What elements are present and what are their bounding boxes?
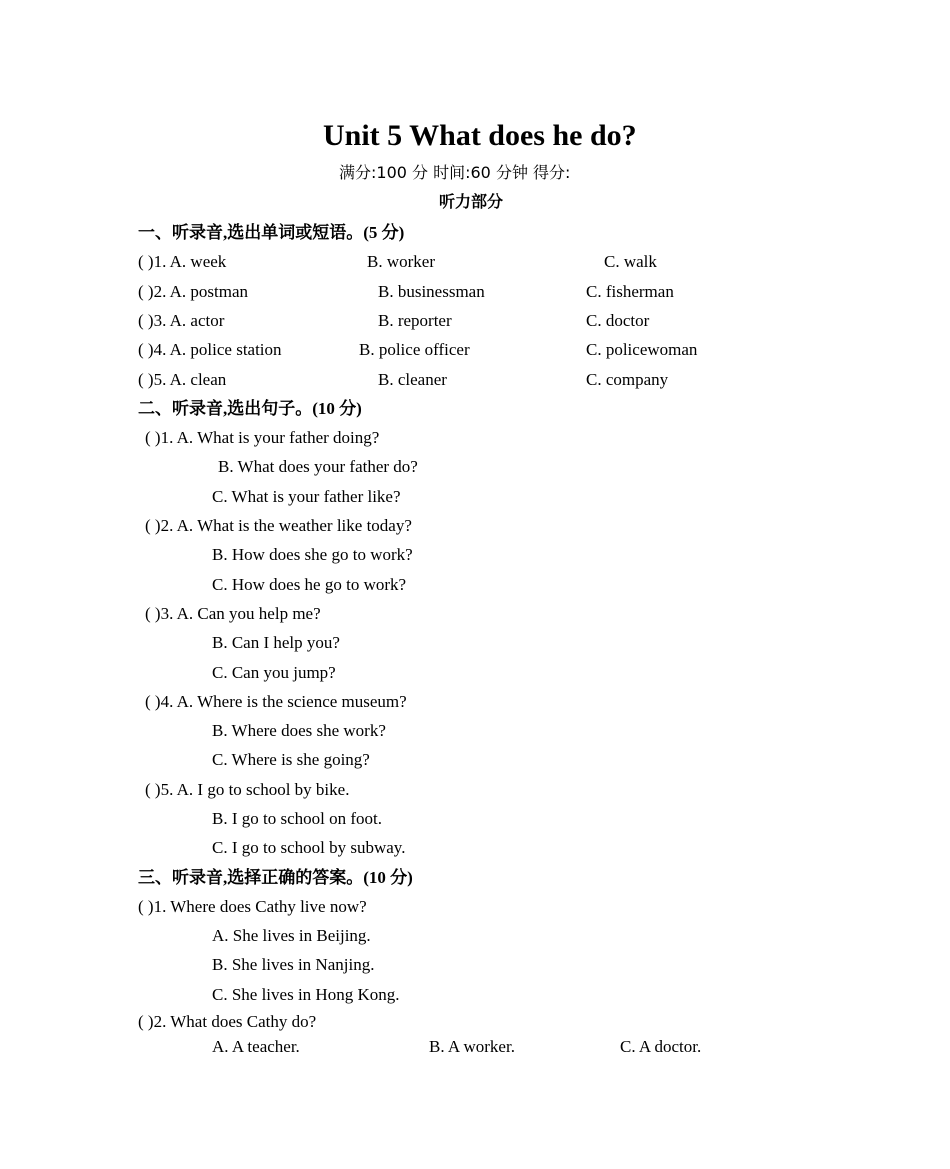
option-c: C. A doctor.	[620, 1037, 702, 1056]
option-b: B. reporter	[378, 311, 452, 330]
option-c: C. company	[586, 370, 669, 389]
option-c: C. She lives in Hong Kong.	[212, 985, 400, 1004]
option-c: C. How does he go to work?	[212, 575, 407, 594]
option-c: C. policewoman	[586, 340, 698, 359]
question-stem: ( )2. A. What is the weather like today?	[145, 516, 412, 535]
option-a: A. A teacher.	[212, 1037, 300, 1056]
option-b: B. Can I help you?	[212, 633, 340, 652]
option-c: C. What is your father like?	[212, 487, 401, 506]
option-b: B. She lives in Nanjing.	[212, 955, 375, 974]
option-b: B. How does she go to work?	[212, 545, 413, 564]
question-stem: ( )1. A. week	[138, 252, 227, 271]
option-c: C. I go to school by subway.	[212, 838, 406, 857]
question-stem: ( )2. What does Cathy do?	[138, 1012, 317, 1031]
question-stem: ( )2. A. postman	[138, 282, 249, 301]
option-c: C. doctor	[586, 311, 650, 330]
option-b: B. A worker.	[429, 1037, 515, 1056]
option-c: C. Where is she going?	[212, 750, 370, 769]
section-2-heading: 二、听录音,选出句子。(10 分)	[138, 399, 362, 418]
option-b: B. I go to school on foot.	[212, 809, 382, 828]
part-title: 听力部分	[439, 192, 504, 211]
option-b: B. What does your father do?	[218, 457, 418, 476]
exam-info: 满分:100 分 时间:60 分钟 得分:	[339, 163, 571, 182]
question-stem: ( )3. A. Can you help me?	[145, 604, 321, 623]
option-c: C. fisherman	[586, 282, 674, 301]
option-b: B. police officer	[359, 340, 470, 359]
question-stem: ( )1. A. What is your father doing?	[145, 428, 380, 447]
page-title: Unit 5 What does he do?	[323, 119, 637, 152]
option-b: B. businessman	[378, 282, 485, 301]
question-stem: ( )4. A. Where is the science museum?	[145, 692, 407, 711]
option-b: B. Where does she work?	[212, 721, 386, 740]
question-stem: ( )4. A. police station	[138, 340, 282, 359]
question-stem: ( )5. A. I go to school by bike.	[145, 780, 350, 799]
option-a: A. She lives in Beijing.	[212, 926, 371, 945]
option-c: C. Can you jump?	[212, 663, 336, 682]
section-1-heading: 一、听录音,选出单词或短语。(5 分)	[138, 223, 405, 242]
section-3-heading: 三、听录音,选择正确的答案。(10 分)	[138, 868, 413, 887]
option-c: C. walk	[604, 252, 657, 271]
question-stem: ( )5. A. clean	[138, 370, 227, 389]
question-stem: ( )3. A. actor	[138, 311, 225, 330]
question-stem: ( )1. Where does Cathy live now?	[138, 897, 367, 916]
option-b: B. worker	[367, 252, 435, 271]
option-b: B. cleaner	[378, 370, 447, 389]
